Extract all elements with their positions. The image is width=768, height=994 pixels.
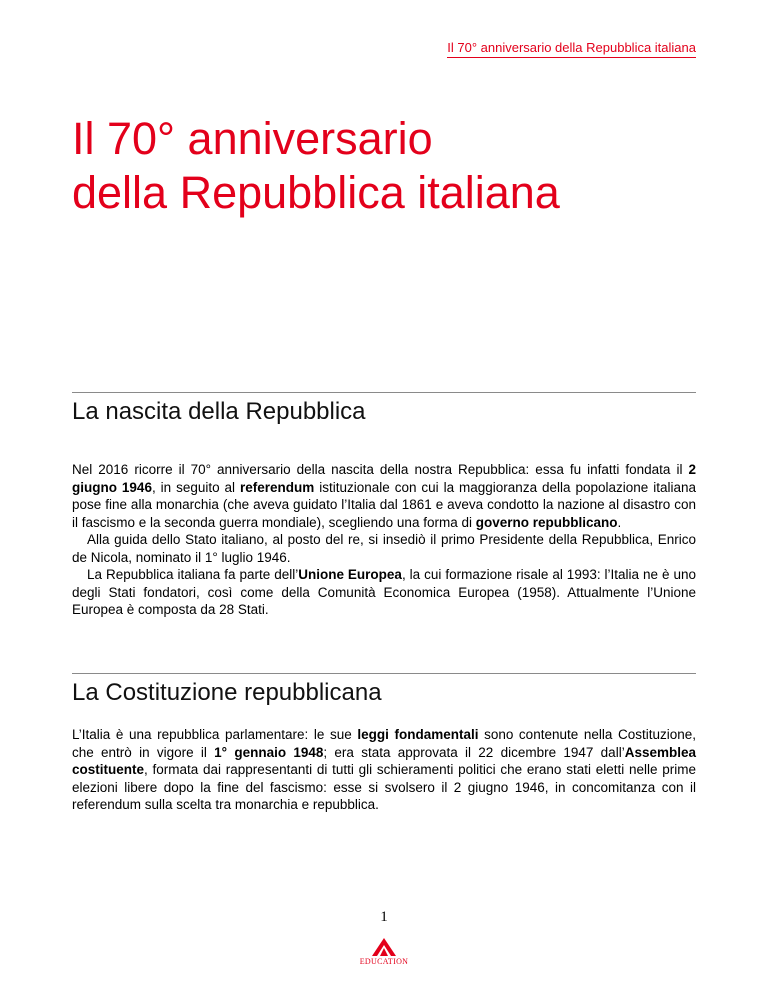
bold-term: leggi fondamentali	[357, 727, 479, 742]
section-heading: La nascita della Repubblica	[72, 398, 366, 425]
text: .	[617, 514, 622, 530]
bold-term: 1° gennaio 1948	[214, 744, 324, 760]
bold-term: 2 giugno 1946	[72, 462, 696, 495]
page-title	[72, 112, 560, 220]
text: , formata dai rappresentanti di tutti gli schieramenti politici che erano stati eletti nelle prime elezioni libere dopo la fine del fascismo: esse si svolsero il 2 giugno 1946, in concomitanza con il referendum sulla scelta tra monarchia e repubblica.	[72, 762, 696, 812]
section-heading: La Costituzione repubblicana	[72, 679, 382, 706]
section-nascita	[72, 392, 696, 619]
paragraph	[72, 726, 696, 814]
page-title-line-1: Il 70° anniversario	[72, 113, 433, 164]
bold-term: Unione Europea	[298, 567, 402, 582]
text: sono contenute nella Costituzione, che entrò in vigore il	[72, 727, 696, 760]
text: Nel 2016 ricorre il 70° anniversario della nascita della nostra Repubblica: essa fu infatti fondata il	[72, 462, 689, 477]
page-number: 1	[380, 909, 388, 925]
bold-term: Assemblea costituente	[72, 744, 696, 777]
publisher-logo	[354, 937, 414, 966]
text: , in seguito al	[151, 479, 240, 495]
paragraph: Alla guida dello Stato italiano, al posto del re, si insediò il primo Presidente della Repubblica, Enrico de Nicola, nominato il 1° luglio 1946.	[72, 532, 696, 565]
text: istituzionale con cui la maggioranza della popolazione italiana pose fine alla monarchia (che aveva guidato l’Italia dal 1861 e aveva condotto la nazione al disastro con il fascismo e la seconda guerra mondiale), scegliendo una forma di	[72, 479, 696, 530]
section-costituzione	[72, 673, 696, 814]
running-header: Il 70° anniversario della Repubblica italiana	[447, 40, 696, 58]
bold-term: governo repubblicano	[475, 514, 618, 530]
text: ; era stata approvata il 22 dicembre 1947 dall’	[323, 744, 625, 760]
logo-text: EDUCATION	[359, 957, 409, 966]
paragraph	[72, 461, 696, 531]
bold-term: referendum	[240, 479, 315, 495]
paragraph	[72, 566, 696, 619]
text: La Repubblica italiana fa parte dell’	[87, 567, 299, 582]
publisher-logo-icon	[371, 937, 397, 957]
text: L’Italia è una repubblica parlamentare: le sue	[72, 727, 358, 742]
page-title-line-2: della Repubblica italiana	[72, 167, 560, 218]
text: , la cui formazione risale al 1993: l’Italia ne è uno degli Stati fondatori, così come della Comunità Economica Europea (1958). Attualmente l’Unione Europea è composta da 28 Stati.	[72, 567, 697, 617]
